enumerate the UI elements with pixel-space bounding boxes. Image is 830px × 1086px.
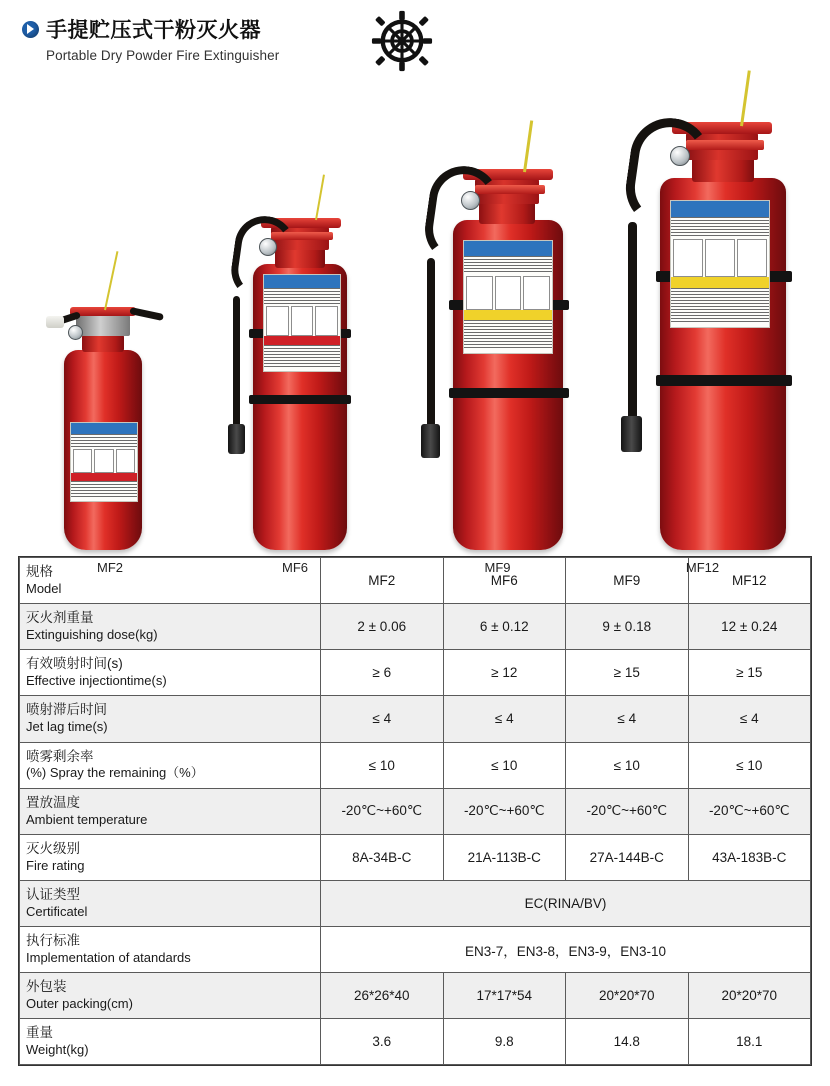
cell-model-mf6: MF6 bbox=[443, 558, 566, 604]
row-label-cn: 规格 bbox=[26, 564, 53, 579]
label-pictogram bbox=[673, 239, 703, 277]
cell-spray-mf6: ≤ 10 bbox=[443, 742, 566, 788]
label-warning-band bbox=[264, 336, 340, 345]
cell-spray-mf2: ≤ 10 bbox=[321, 742, 444, 788]
row-label-en: Jet lag time(s) bbox=[26, 719, 108, 735]
label-pictogram bbox=[291, 306, 314, 336]
row-label-en: Implementation of atandards bbox=[26, 949, 191, 965]
cell-jetlag-mf2: ≤ 4 bbox=[321, 696, 444, 742]
cell-certificate-all: EC(RINA/BV) bbox=[321, 880, 811, 926]
label-text-lines bbox=[671, 288, 769, 322]
cell-standards-all: EN3-7，EN3-8，EN3-9，EN3-10 bbox=[321, 927, 811, 973]
hose-downpipe bbox=[233, 296, 240, 428]
product-label bbox=[263, 274, 341, 372]
cell-dose-mf6: 6 ± 0.12 bbox=[443, 604, 566, 650]
row-label-cn: 执行标准 bbox=[26, 933, 80, 948]
table-row bbox=[20, 788, 811, 834]
cell-injection-mf2: ≥ 6 bbox=[321, 650, 444, 696]
table-row bbox=[20, 1019, 811, 1065]
cell-dose-mf2: 2 ± 0.06 bbox=[321, 604, 444, 650]
label-header-band bbox=[264, 275, 340, 288]
row-header-standards bbox=[20, 927, 321, 973]
page-title-en: Portable Dry Powder Fire Extinguisher bbox=[46, 48, 280, 63]
label-text-lines bbox=[671, 217, 769, 237]
row-label-cn: 喷射滞后时间 bbox=[26, 702, 107, 718]
label-pictogram bbox=[495, 276, 522, 310]
label-pictogram-row bbox=[71, 447, 137, 473]
product-label bbox=[670, 200, 770, 328]
table-row bbox=[20, 880, 811, 926]
ship-wheel-icon bbox=[371, 10, 433, 72]
table-row bbox=[20, 927, 811, 973]
label-pictogram bbox=[523, 276, 550, 310]
label-pictogram-row bbox=[671, 237, 769, 277]
cell-dose-mf9: 9 ± 0.18 bbox=[566, 604, 689, 650]
row-header-jet-lag bbox=[20, 696, 321, 742]
label-header-band bbox=[671, 201, 769, 217]
caption-mf2: MF2 bbox=[97, 560, 123, 575]
label-text-lines bbox=[71, 481, 137, 499]
cell-weight-mf6: 9.8 bbox=[443, 1019, 566, 1065]
label-warning-band bbox=[464, 310, 552, 320]
cell-rating-mf12: 43A-183B-C bbox=[688, 834, 811, 880]
cell-rating-mf9: 27A-144B-C bbox=[566, 834, 689, 880]
safety-pin-wire bbox=[740, 70, 750, 126]
label-text-lines bbox=[264, 288, 340, 304]
row-label-en: (%) Spray the remaining（%） bbox=[26, 765, 204, 781]
cell-spray-mf12: ≤ 10 bbox=[688, 742, 811, 788]
cylinder-neck bbox=[82, 334, 124, 352]
row-label-en: Certificatel bbox=[26, 903, 88, 919]
cell-temp-mf2: -20℃~+60℃ bbox=[321, 788, 444, 834]
label-pictogram bbox=[705, 239, 735, 277]
row-header-dose bbox=[20, 604, 321, 650]
page-title-cn: 手提贮压式干粉灭火器 bbox=[46, 19, 261, 42]
label-pictogram bbox=[266, 306, 289, 336]
hose-strap-lower bbox=[249, 395, 351, 404]
cell-temp-mf9: -20℃~+60℃ bbox=[566, 788, 689, 834]
table-row bbox=[20, 696, 811, 742]
hose-downpipe bbox=[628, 222, 637, 422]
label-header-band bbox=[71, 423, 137, 434]
caption-mf9: MF9 bbox=[484, 560, 511, 575]
cell-jetlag-mf12: ≤ 4 bbox=[688, 696, 811, 742]
cell-model-mf12: MF12 bbox=[688, 558, 811, 604]
label-text-lines bbox=[464, 256, 552, 274]
hose-strap-lower bbox=[656, 375, 792, 386]
product-image-mf9 bbox=[405, 150, 590, 575]
product-image-mf12 bbox=[600, 110, 805, 575]
label-pictogram-row bbox=[264, 304, 340, 336]
hose-strap-lower bbox=[449, 388, 569, 398]
row-header-fire-rating bbox=[20, 834, 321, 880]
cell-jetlag-mf6: ≤ 4 bbox=[443, 696, 566, 742]
discharge-hose-right bbox=[129, 307, 164, 321]
product-label bbox=[70, 422, 138, 502]
row-label-en: Model bbox=[26, 580, 62, 596]
cell-temp-mf6: -20℃~+60℃ bbox=[443, 788, 566, 834]
cell-model-mf9: MF9 bbox=[566, 558, 689, 604]
table-row bbox=[20, 834, 811, 880]
row-label-en: Fire rating bbox=[26, 857, 85, 873]
row-label-en: Effective injectiontime(s) bbox=[26, 673, 167, 689]
label-text-lines bbox=[71, 434, 137, 447]
label-pictogram bbox=[73, 449, 92, 473]
cell-weight-mf9: 14.8 bbox=[566, 1019, 689, 1065]
table-row bbox=[20, 742, 811, 788]
cell-temp-mf12: -20℃~+60℃ bbox=[688, 788, 811, 834]
hose-downpipe bbox=[427, 258, 435, 430]
row-label-cn: 灭火级别 bbox=[26, 840, 80, 856]
row-label-cn: 外包装 bbox=[26, 979, 67, 995]
row-header-outer-packing bbox=[20, 973, 321, 1019]
safety-pin-wire bbox=[523, 120, 533, 172]
valve-assembly bbox=[76, 314, 130, 336]
label-pictogram-row bbox=[464, 274, 552, 310]
row-header-spray-remaining bbox=[20, 742, 321, 788]
page-header bbox=[0, 0, 830, 78]
row-label-cn: 灭火剂重量 bbox=[26, 610, 94, 626]
specification-table-wrapper bbox=[18, 556, 812, 1066]
table-row bbox=[20, 650, 811, 696]
row-label-cn: 置放温度 bbox=[26, 794, 80, 810]
cell-injection-mf12: ≥ 15 bbox=[688, 650, 811, 696]
label-pictogram bbox=[94, 449, 113, 473]
nozzle bbox=[46, 316, 64, 328]
cell-dose-mf12: 12 ± 0.24 bbox=[688, 604, 811, 650]
label-pictogram bbox=[737, 239, 767, 277]
product-image-mf2 bbox=[50, 250, 170, 575]
table-row bbox=[20, 973, 811, 1019]
cell-model-mf2: MF2 bbox=[321, 558, 444, 604]
cell-packing-mf12: 20*20*70 bbox=[688, 973, 811, 1019]
row-label-en: Weight(kg) bbox=[26, 1042, 89, 1058]
nozzle bbox=[421, 424, 440, 458]
row-label-en: Extinguishing dose(kg) bbox=[26, 627, 158, 642]
specification-table bbox=[19, 557, 811, 1065]
product-image-mf6 bbox=[215, 190, 375, 575]
caption-mf12: MF12 bbox=[685, 560, 720, 575]
row-label-cn: 认证类型 bbox=[26, 886, 80, 902]
label-warning-band bbox=[71, 473, 137, 481]
label-header-band bbox=[464, 241, 552, 256]
row-header-ambient-temp bbox=[20, 788, 321, 834]
row-label-cn: 重量 bbox=[26, 1025, 53, 1041]
cell-injection-mf9: ≥ 15 bbox=[566, 650, 689, 696]
cell-weight-mf12: 18.1 bbox=[688, 1019, 811, 1065]
cell-packing-mf2: 26*26*40 bbox=[321, 973, 444, 1019]
row-label-en: Ambient temperature bbox=[26, 811, 148, 827]
row-label-en: Outer packing(cm) bbox=[26, 996, 133, 1011]
product-label bbox=[463, 240, 553, 354]
cell-packing-mf9: 20*20*70 bbox=[566, 973, 689, 1019]
pressure-gauge bbox=[68, 325, 83, 340]
safety-pin-wire bbox=[315, 175, 325, 221]
cell-packing-mf6: 17*17*54 bbox=[443, 973, 566, 1019]
cell-rating-mf6: 21A-113B-C bbox=[443, 834, 566, 880]
row-header-weight bbox=[20, 1019, 321, 1065]
label-warning-band bbox=[671, 277, 769, 288]
label-text-lines bbox=[264, 345, 340, 369]
label-pictogram bbox=[315, 306, 338, 336]
label-pictogram bbox=[466, 276, 493, 310]
cell-spray-mf9: ≤ 10 bbox=[566, 742, 689, 788]
caption-mf6: MF6 bbox=[282, 560, 308, 575]
cell-injection-mf6: ≥ 12 bbox=[443, 650, 566, 696]
play-bullet-icon bbox=[22, 21, 39, 38]
cell-rating-mf2: 8A-34B-C bbox=[321, 834, 444, 880]
row-label-cn: 喷雾剩余率 bbox=[26, 748, 94, 764]
row-label-cn: 有效喷射时间(s) bbox=[26, 656, 123, 672]
row-header-certificate bbox=[20, 880, 321, 926]
table-row bbox=[20, 604, 811, 650]
nozzle bbox=[228, 424, 245, 454]
nozzle bbox=[621, 416, 642, 452]
row-header-injection-time bbox=[20, 650, 321, 696]
cell-jetlag-mf9: ≤ 4 bbox=[566, 696, 689, 742]
cell-weight-mf2: 3.6 bbox=[321, 1019, 444, 1065]
label-text-lines bbox=[464, 320, 552, 350]
label-pictogram bbox=[116, 449, 135, 473]
safety-pin-wire bbox=[104, 251, 118, 310]
